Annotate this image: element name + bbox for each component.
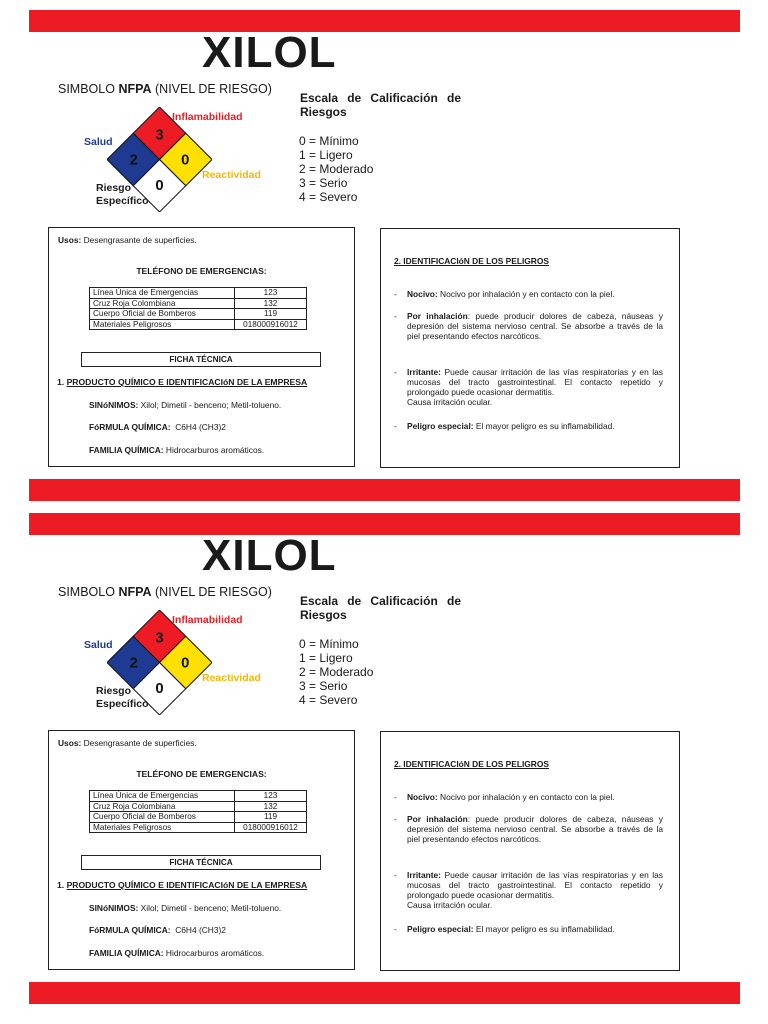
hazard-item bbox=[394, 289, 663, 299]
phone-name: Cuerpo Oficial de Bomberos bbox=[90, 309, 235, 320]
hazard-label: Nocivo: bbox=[407, 792, 438, 802]
bullet-dash: - bbox=[394, 792, 397, 802]
phone-number: 123 bbox=[235, 791, 307, 802]
formula-line: FóRMULA QUÍMICA: C6H4 (CH3)2 bbox=[89, 925, 226, 935]
hazard-item bbox=[394, 924, 663, 934]
bullet-dash: - bbox=[394, 870, 397, 880]
reactivity-label: Reactividad bbox=[202, 672, 261, 684]
usos-line: Usos: Desengrasante de superficies. bbox=[58, 235, 197, 245]
bullet-dash: - bbox=[394, 924, 397, 934]
health-value: 2 bbox=[129, 152, 138, 169]
usos-line: Usos: Desengrasante de superficies. bbox=[58, 738, 197, 748]
familia-line: FAMILIA QUÍMICA: Hidrocarburos aromáticos. bbox=[89, 948, 265, 958]
phone-name: Cruz Roja Colombiana bbox=[90, 801, 235, 812]
scale-item: 1 = Ligero bbox=[299, 651, 353, 665]
scale-item: 2 = Moderado bbox=[299, 665, 374, 679]
bullet-dash: - bbox=[394, 421, 397, 431]
table-row bbox=[90, 801, 307, 812]
scale-title: Escala de Calificación de Riesgos bbox=[300, 594, 461, 622]
product-title: XILOL bbox=[202, 531, 337, 580]
scale-item: 2 = Moderado bbox=[299, 162, 374, 176]
hazard-text: Nocivo por inhalación y en contacto con la piel. bbox=[437, 792, 615, 802]
hazard-extra: Causa irritación ocular. bbox=[407, 397, 493, 407]
phone-number: 018000916012 bbox=[235, 319, 307, 330]
emergency-phones-table bbox=[89, 287, 307, 330]
health-label: Salud bbox=[84, 136, 113, 148]
hazards-box bbox=[380, 731, 680, 971]
ficha-tecnica-heading: FICHA TÉCNICA bbox=[81, 855, 321, 870]
table-row bbox=[90, 812, 307, 823]
hazard-item bbox=[394, 814, 663, 844]
sinonimos-line: SINóNIMOS: Xilol; Dimetil - benceno; Metil-tolueno. bbox=[89, 400, 282, 410]
flammability-label: Inflamabilidad bbox=[172, 614, 243, 626]
scale-item: 4 = Severo bbox=[299, 190, 358, 204]
bullet-dash: - bbox=[394, 289, 397, 299]
phone-name: Línea Única de Emergencias bbox=[90, 288, 235, 299]
section-1-heading: 1. PRODUCTO QUÍMICO E IDENTIFICACIóN DE LA EMPRESA bbox=[57, 880, 308, 890]
table-row bbox=[90, 822, 307, 833]
nfpa-label: SIMBOLO NFPA (NIVEL DE RIESGO) bbox=[58, 585, 272, 599]
red-banner-bottom bbox=[29, 479, 740, 501]
phone-name: Cuerpo Oficial de Bomberos bbox=[90, 812, 235, 823]
hazard-text: El mayor peligro es su inflamabilidad. bbox=[473, 421, 615, 431]
table-row bbox=[90, 791, 307, 802]
phone-name: Cruz Roja Colombiana bbox=[90, 298, 235, 309]
phone-number: 132 bbox=[235, 801, 307, 812]
hazard-text: Nocivo por inhalación y en contacto con la piel. bbox=[437, 289, 615, 299]
scale-item: 4 = Severo bbox=[299, 693, 358, 707]
hazards-box bbox=[380, 228, 680, 468]
special-value: 0 bbox=[155, 178, 164, 195]
bullet-dash: - bbox=[394, 311, 397, 321]
phone-number: 132 bbox=[235, 298, 307, 309]
phone-number: 123 bbox=[235, 288, 307, 299]
scale-item: 3 = Serio bbox=[299, 176, 348, 190]
special-risk-label: Riesgo Específico bbox=[96, 685, 149, 710]
emergency-phones-title: TELÉFONO DE EMERGENCIAS: bbox=[136, 266, 267, 276]
bullet-dash: - bbox=[394, 814, 397, 824]
phone-number: 119 bbox=[235, 309, 307, 320]
hazard-item bbox=[394, 792, 663, 802]
hazard-text: : puede producir dolores de cabeza, náuseas y depresión del sistema nervioso central. Se absorbe a través de la piel presentando efectos narcóticos. bbox=[407, 311, 663, 341]
health-label: Salud bbox=[84, 639, 113, 651]
table-row bbox=[90, 309, 307, 320]
hazard-item bbox=[394, 311, 663, 341]
product-info-box bbox=[48, 730, 355, 970]
flammability-value: 3 bbox=[155, 630, 164, 647]
hazard-label: Nocivo: bbox=[407, 289, 438, 299]
product-info-box bbox=[48, 227, 355, 467]
hazard-extra: Causa irritación ocular. bbox=[407, 900, 493, 910]
table-row bbox=[90, 288, 307, 299]
hazard-text: El mayor peligro es su inflamabilidad. bbox=[473, 924, 615, 934]
special-risk-label: Riesgo Específico bbox=[96, 182, 149, 207]
hazard-item bbox=[394, 421, 663, 431]
section-2-heading: 2. IDENTIFICACIóN DE LOS PELIGROS bbox=[394, 256, 549, 266]
hazard-label: Irritante: bbox=[407, 367, 441, 377]
phone-number: 018000916012 bbox=[235, 822, 307, 833]
hazard-text: Puede causar irritación de las vías respiratorias y en las mucosas del tracto gastrointestinal. El contacto repetido y prolongado puede ocasionar dermatitis. bbox=[407, 870, 663, 900]
table-row bbox=[90, 319, 307, 330]
hazard-label: Peligro especial: bbox=[407, 924, 474, 934]
section-1-heading: 1. PRODUCTO QUÍMICO E IDENTIFICACIóN DE LA EMPRESA bbox=[57, 377, 308, 387]
reactivity-value: 0 bbox=[181, 655, 190, 672]
scale-list bbox=[299, 637, 373, 707]
emergency-phones-title: TELÉFONO DE EMERGENCIAS: bbox=[136, 769, 267, 779]
hazard-item bbox=[394, 367, 663, 407]
flammability-value: 3 bbox=[155, 127, 164, 144]
hazard-item bbox=[394, 870, 663, 910]
scale-title: Escala de Calificación de Riesgos bbox=[300, 91, 461, 119]
hazard-label: Por inhalación bbox=[407, 814, 468, 824]
red-banner-top bbox=[29, 10, 740, 32]
reactivity-label: Reactividad bbox=[202, 169, 261, 181]
flammability-label: Inflamabilidad bbox=[172, 111, 243, 123]
scale-item: 0 = Mínimo bbox=[299, 134, 359, 148]
hazard-label: Peligro especial: bbox=[407, 421, 474, 431]
familia-line: FAMILIA QUÍMICA: Hidrocarburos aromáticos. bbox=[89, 445, 265, 455]
scale-list bbox=[299, 134, 373, 204]
sinonimos-line: SINóNIMOS: Xilol; Dimetil - benceno; Metil-tolueno. bbox=[89, 903, 282, 913]
section-2-heading: 2. IDENTIFICACIóN DE LOS PELIGROS bbox=[394, 759, 549, 769]
phone-name: Materiales Peligrosos bbox=[90, 822, 235, 833]
bullet-dash: - bbox=[394, 367, 397, 377]
formula-line: FóRMULA QUÍMICA: C6H4 (CH3)2 bbox=[89, 422, 226, 432]
safety-card bbox=[0, 0, 768, 504]
hazard-label: Por inhalación bbox=[407, 311, 468, 321]
hazard-label: Irritante: bbox=[407, 870, 441, 880]
safety-card bbox=[0, 503, 768, 1007]
scale-item: 3 = Serio bbox=[299, 679, 348, 693]
nfpa-label: SIMBOLO NFPA (NIVEL DE RIESGO) bbox=[58, 82, 272, 96]
table-row bbox=[90, 298, 307, 309]
reactivity-value: 0 bbox=[181, 152, 190, 169]
ficha-tecnica-heading: FICHA TÉCNICA bbox=[81, 352, 321, 367]
phone-name: Línea Única de Emergencias bbox=[90, 791, 235, 802]
hazard-text: Puede causar irritación de las vías respiratorias y en las mucosas del tracto gastrointestinal. El contacto repetido y prolongado puede ocasionar dermatitis. bbox=[407, 367, 663, 397]
red-banner-top bbox=[29, 513, 740, 535]
red-banner-bottom bbox=[29, 982, 740, 1004]
product-title: XILOL bbox=[202, 28, 337, 77]
health-value: 2 bbox=[129, 655, 138, 672]
hazard-text: : puede producir dolores de cabeza, náuseas y depresión del sistema nervioso central. Se absorbe a través de la piel presentando efectos narcóticos. bbox=[407, 814, 663, 844]
phone-number: 119 bbox=[235, 812, 307, 823]
phone-name: Materiales Peligrosos bbox=[90, 319, 235, 330]
scale-item: 1 = Ligero bbox=[299, 148, 353, 162]
special-value: 0 bbox=[155, 681, 164, 698]
emergency-phones-table bbox=[89, 790, 307, 833]
scale-item: 0 = Mínimo bbox=[299, 637, 359, 651]
